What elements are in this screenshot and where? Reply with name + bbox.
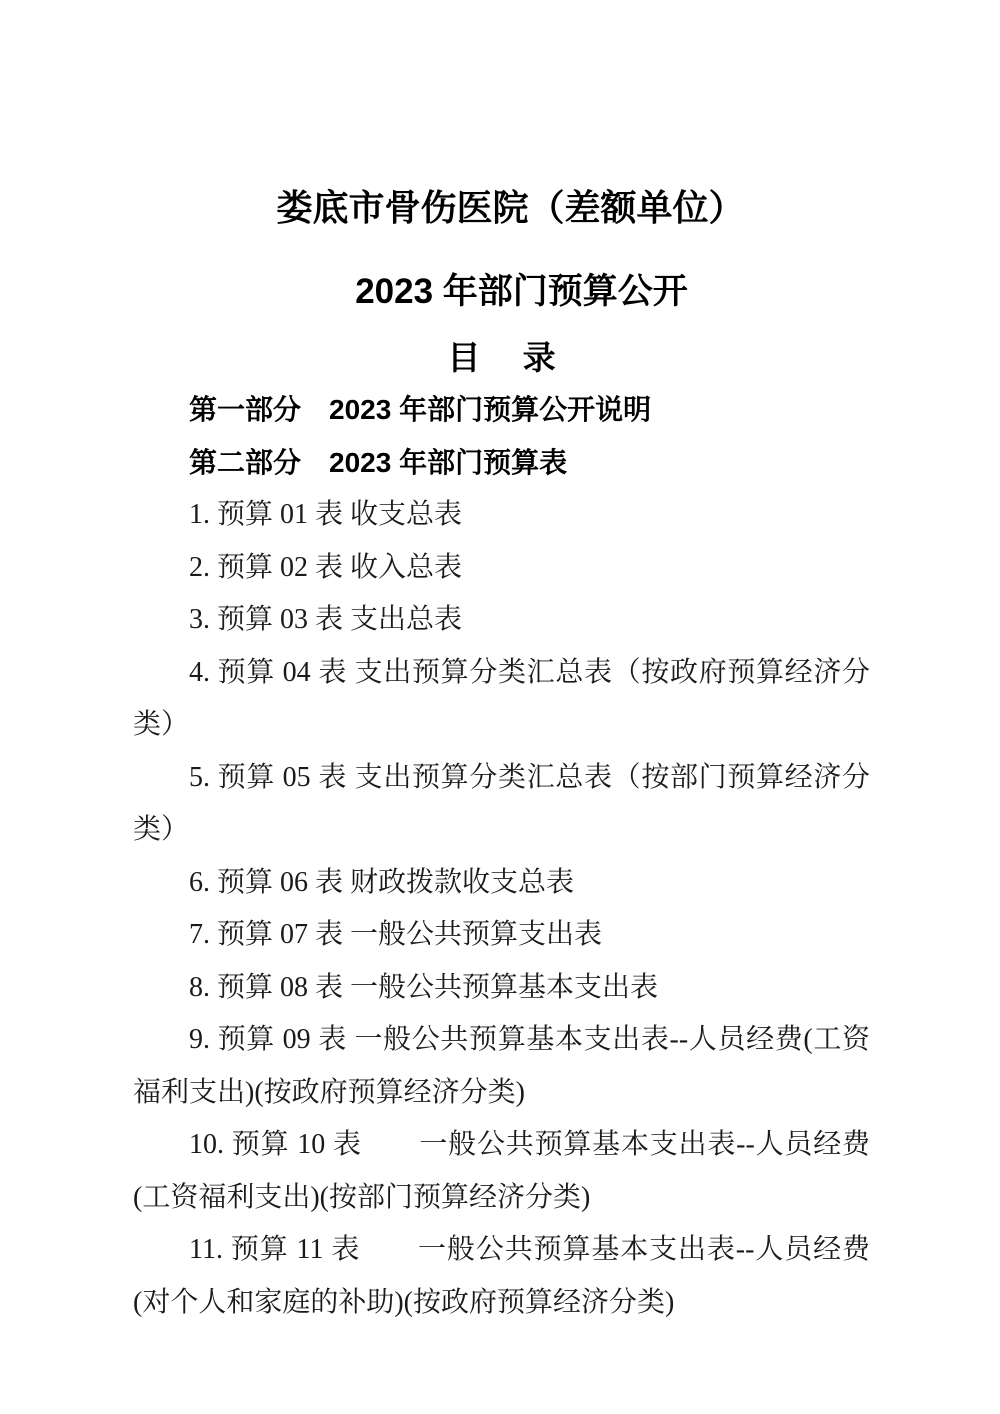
part-heading-2: 第二部分 2023 年部门预算表 bbox=[189, 446, 568, 478]
part-heading-1: 第一部分 2023 年部门预算公开说明 bbox=[189, 394, 652, 425]
toc-item-3: 3. 预算 03 表 支出总表 bbox=[189, 604, 463, 635]
document-subtitle: 2023 年部门预算公开 bbox=[355, 272, 688, 311]
toc-body bbox=[133, 384, 870, 1329]
toc-item-8: 8. 预算 08 表 一般公共预算基本支出表 bbox=[189, 971, 659, 1003]
toc-item-5: 5. 预算 05 表 支出预算分类汇总表（按部门预算经济分类） bbox=[133, 761, 870, 845]
toc-item-6: 6. 预算 06 表 财政拨款收支总表 bbox=[189, 866, 575, 898]
toc-item-4: 4. 预算 04 表 支出预算分类汇总表（按政府预算经济分类） bbox=[133, 656, 870, 740]
toc-item-11: 11. 预算 11 表 一般公共预算基本支出表--人员经费(对个人和家庭的补助)(按政府预算经济分类) bbox=[133, 1234, 870, 1318]
toc-item-10: 10. 预算 10 表 一般公共预算基本支出表--人员经费(工资福利支出)(按部门预算经济分类) bbox=[133, 1129, 870, 1213]
toc-item-9: 9. 预算 09 表 一般公共预算基本支出表--人员经费(工资福利支出)(按政府预算经济分类) bbox=[133, 1024, 870, 1108]
document-title: 娄底市骨伤医院（差额单位） bbox=[276, 187, 745, 228]
toc-item-2: 2. 预算 02 表 收入总表 bbox=[189, 551, 463, 583]
toc-heading: 目 录 bbox=[447, 339, 556, 376]
toc-item-7: 7. 预算 07 表 一般公共预算支出表 bbox=[189, 919, 603, 950]
toc-item-1: 1. 预算 01 表 收支总表 bbox=[189, 499, 463, 530]
